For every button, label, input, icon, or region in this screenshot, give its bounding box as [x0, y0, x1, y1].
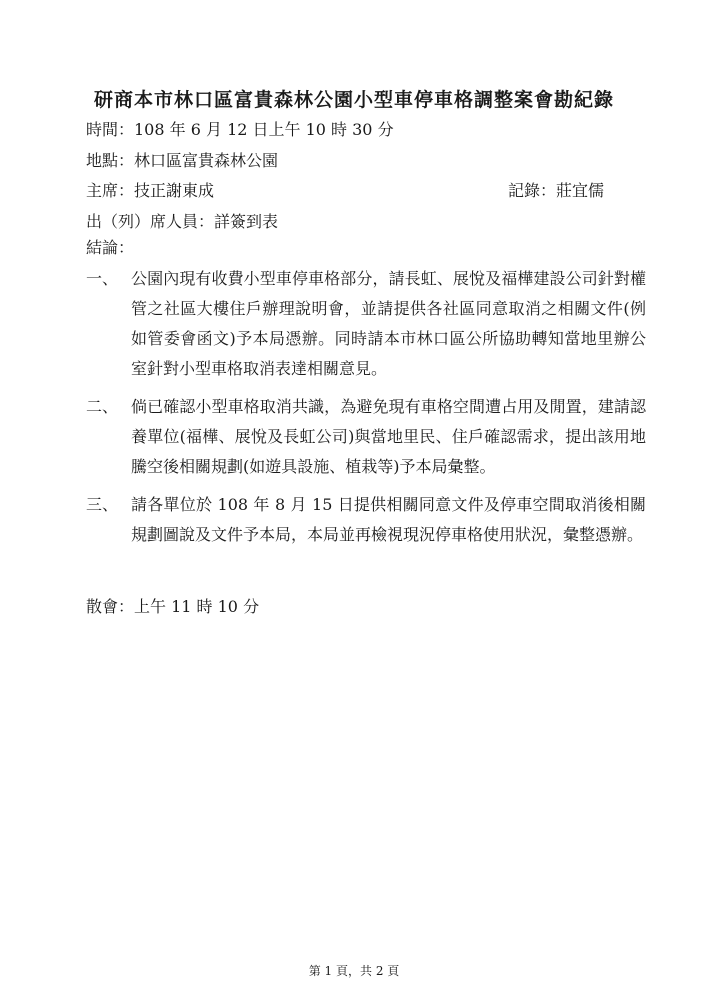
meeting-chair: 主席：技正謝東成 — [86, 181, 215, 200]
item-text: 倘已確認小型車格取消共識，為避免現有車格空間遭占用及閒置，建請認養單位(福樺、展悅及長虹公司)與當地里民、住戶確認需求，提出該用地騰空後相關規劃(如遊具設施、植栽等)予本局彙整。 — [131, 397, 646, 476]
meeting-location: 地點：林口區富貴森林公園 — [86, 151, 279, 170]
conclusion-item-3 — [86, 490, 646, 550]
meeting-time: 時間：108 年 6 月 12 日上午 10 時 30 分 — [86, 120, 394, 139]
item-number: 三、 — [86, 495, 119, 514]
conclusion-item-2 — [86, 392, 646, 482]
conclusion-label: 結論： — [86, 238, 135, 257]
adjourn-time: 散會：上午 11 時 10 分 — [86, 597, 260, 616]
conclusion-item-1 — [86, 264, 646, 384]
meeting-recorder: 記錄：莊宜儒 — [508, 181, 605, 200]
document-title: 研商本市林口區富貴森林公園小型車停車格調整案會勘紀錄 — [93, 89, 614, 111]
item-number: 一、 — [86, 269, 119, 288]
item-text: 請各單位於 108 年 8 月 15 日提供相關同意文件及停車空間取消後相關規劃圖說及文件予本局，本局並再檢視現況停車格使用狀況，彙整憑辦。 — [131, 495, 646, 544]
item-text: 公園內現有收費小型車停車格部分，請長虹、展悅及福樺建設公司針對權管之社區大樓住戶辦理說明會，並請提供各社區同意取消之相關文件(例如管委會函文)予本局憑辦。同時請本市林口區公所協助轉知當地里辦公室針對小型車格取消表達相關意見。 — [131, 269, 646, 378]
conclusion-list — [86, 264, 646, 550]
item-number: 二、 — [86, 397, 119, 416]
meeting-attendees: 出（列）席人員：詳簽到表 — [86, 212, 279, 231]
page-number: 第 1 頁，共 2 頁 — [308, 964, 400, 978]
